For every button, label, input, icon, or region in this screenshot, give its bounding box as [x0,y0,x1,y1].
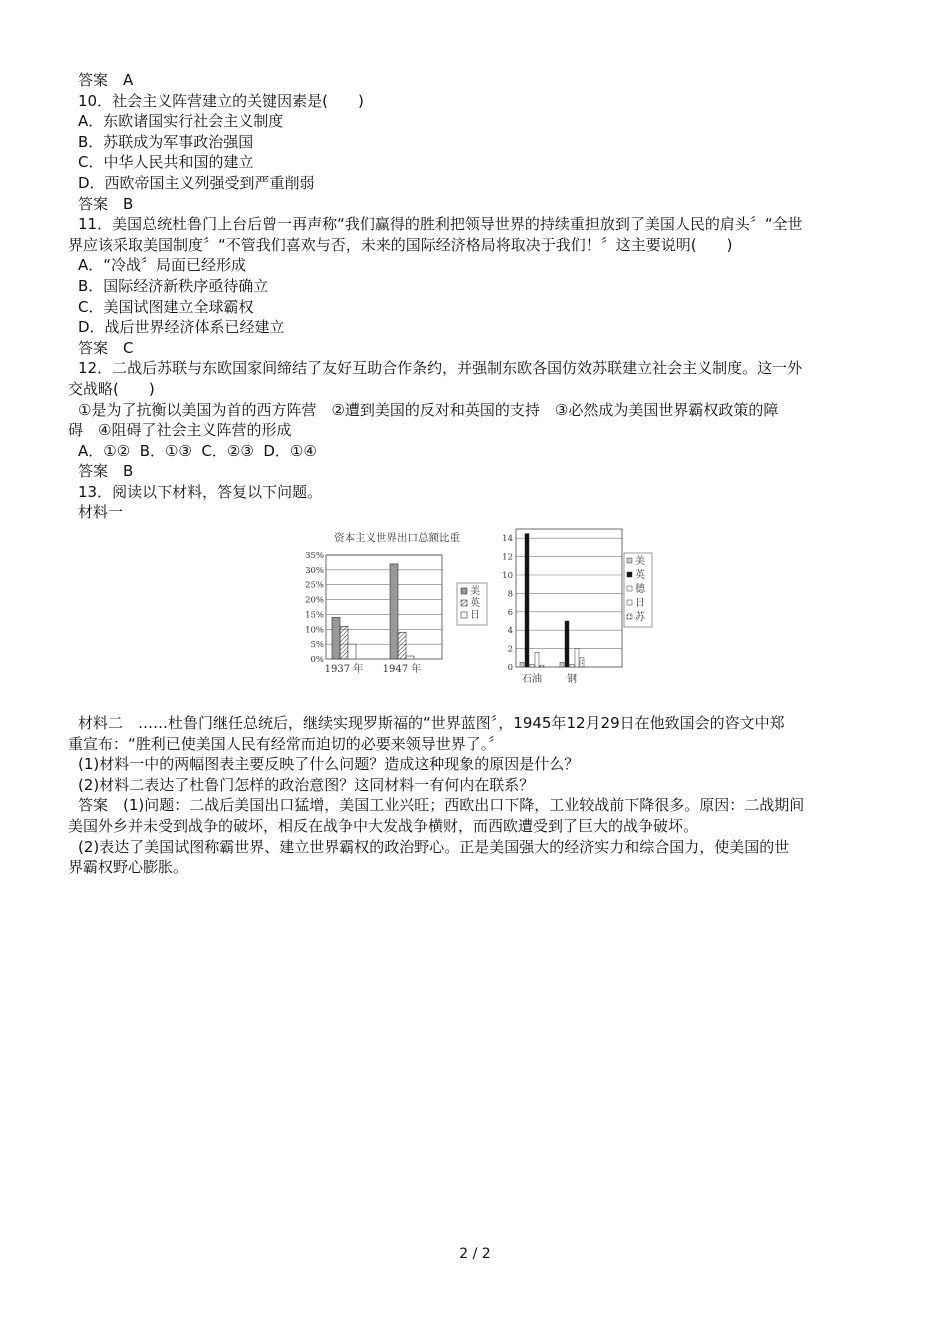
legend-swatch [627,572,632,577]
bar [525,534,529,667]
x-tick-label: 1947 年 [382,664,422,676]
production-chart [494,515,654,685]
bar [332,617,340,659]
y-tick-label: 4 [507,626,513,637]
answer-line: 答案 B [78,194,134,213]
legend-swatch [627,558,632,563]
answer-line: 答案 (1)问题：二战后美国出口猛增，美国工业兴旺；西欧出口下降，工业较战前下降很多。原因：二战期间 [78,796,805,815]
y-tick-label: 0 [507,663,513,674]
y-tick-label: 25% [305,580,324,591]
figure-row [68,525,888,713]
option-line: A．东欧诸国实行社会主义制度 [78,112,284,131]
answer-line: (2)表达了美国试图称霸世界、建立世界霸权的政治野心。正是美国强大的经济实力和综合国力，使美国的世 [78,837,790,856]
y-tick-label: 30% [305,565,324,576]
y-tick-label: 12 [502,552,513,563]
x-tick-label: 钢 [567,674,577,686]
bar [340,626,348,659]
legend-swatch [461,600,467,606]
x-tick-label: 石油 [522,674,542,686]
legend-label: 美 [635,556,645,568]
option-line: C．中华人民共和国的建立 [78,153,254,172]
answer-line: 答案 B [78,462,134,481]
legend-swatch [461,612,467,618]
bar [565,621,569,667]
answer-line: 答案 A [78,71,134,89]
y-tick-label: 6 [507,607,513,618]
answer-line-cont: 界霸权野心膨胀。 [68,858,189,877]
question-10: 10．社会主义阵营建立的关键因素是( ) [78,91,364,110]
option-line: D．西欧帝国主义列强受到严重削弱 [78,173,315,192]
y-tick-label: 15% [305,610,324,621]
bar [530,664,534,667]
y-tick-label: 10 [502,571,513,582]
legend-label: 德 [635,584,645,596]
legend-swatch [627,600,632,605]
option-line: C．美国试图建立全球霸权 [78,297,254,316]
bar [348,644,356,659]
question-12-cont: 交战略( ) [68,379,155,398]
bar [580,658,584,667]
bar [390,564,398,659]
bar [540,665,544,667]
material-2-cont: 重宣布：“胜利已使美国人民有经常而迫切的必要来领导世界了。〞 [68,734,504,753]
question-11-cont: 界应该采取美国制度〞“不管我们喜欢与否，未来的国际经济格局将取决于我们！〞这主要说明( ) [68,235,733,254]
bar [520,662,524,667]
legend-label: 日 [470,610,480,622]
y-tick-label: 2 [507,644,513,655]
option-line: B．国际经济新秩序亟待确立 [78,276,269,295]
y-tick-label: 5% [310,640,324,651]
answer-line-cont: 美国外乡并未受到战争的破坏，相反在战争中大发战争横财，而西欧遭受到了巨大的战争破坏。 [68,817,699,836]
x-tick-label: 1937 年 [324,664,364,676]
answer-line: 答案 C [78,338,134,357]
bar [570,664,574,667]
chart-title: 资本主义世界出口总额比重 [334,532,460,545]
y-tick-label: 14 [502,534,513,545]
document-page [68,70,888,878]
material-1-label: 材料一 [78,503,124,522]
legend-swatch [461,588,467,594]
bar [560,662,564,667]
option-line: A．“冷战〞局面已经形成 [78,256,247,275]
option-line: A．①② B．①③ C．②③ D．①④ [78,441,317,460]
question-12: 12．二战后苏联与东欧国家间缔结了友好互助合作条约，并强制东欧各国仿效苏联建立社会主义制度。这一外 [78,359,803,378]
option-line: D．战后世界经济体系已经建立 [78,318,285,337]
y-tick-label: 20% [305,595,324,606]
bar [398,632,406,659]
y-tick-label: 8 [507,589,513,600]
legend-label: 日 [635,598,645,610]
y-tick-label: 35% [305,551,324,562]
material-2: 材料二 ……杜鲁门继任总统后，继续实现罗斯福的“世界蓝图〞，1945年12月29日在他致国会的咨文中郑 [78,714,785,733]
export-share-chart [304,525,490,685]
legend-swatch [627,614,632,619]
y-tick-label: 10% [305,625,324,636]
legend-label: 英 [635,570,645,582]
question-12-items-cont: 碍 ④阻碍了社会主义阵营的形成 [68,421,292,440]
sub-question-2: (2)材料二表达了杜鲁门怎样的政治意图？这同材料一有何内在联系？ [78,775,535,794]
option-line: B．苏联成为军事政治强国 [78,132,254,151]
question-11: 11．美国总统杜鲁门上台后曾一再声称“我们赢得的胜利把领导世界的持续重担放到了美国人民的肩头〞“全世 [78,215,803,234]
question-12-items: ①是为了抗衡以美国为首的西方阵营 ②遭到美国的反对和英国的支持 ③必然成为美国世界霸权政策的障 [78,400,779,419]
bar [406,656,414,659]
question-13: 13．阅读以下材料，答复以下问题。 [78,482,323,501]
page-number: 2 / 2 [459,1246,491,1262]
legend-label: 美 [470,586,480,598]
bar [535,652,539,667]
bar [575,649,579,667]
legend-label: 苏 [635,612,645,624]
legend-label: 英 [470,598,480,610]
sub-question-1: (1)材料一中的两幅图表主要反映了什么问题？造成这种现象的原因是什么？ [78,755,580,774]
y-tick-label: 0% [310,655,324,666]
legend-swatch [627,586,632,591]
